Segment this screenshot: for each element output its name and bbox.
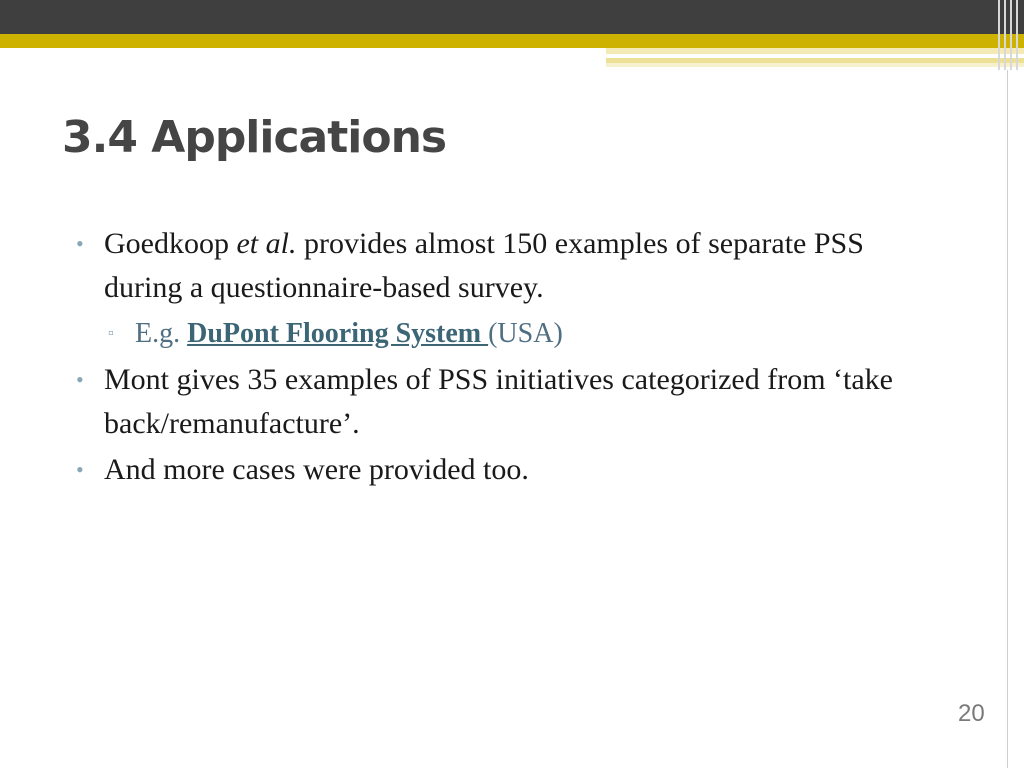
bullet-text: Mont gives 35 examples of PSS initiatives categorized from ‘take back/remanufacture’. <box>104 363 893 440</box>
page-number: 20 <box>958 700 985 727</box>
bullet-dot-icon: • <box>76 367 84 392</box>
bullet-text: And more cases were provided too. <box>104 453 529 486</box>
right-border-line <box>1007 70 1008 768</box>
header-accent-stripe <box>606 63 1024 67</box>
bullet-text-part: provides almost 150 examples of separate PSS during a questionnaire-based survey. <box>104 227 864 304</box>
header-dark-bar <box>0 0 1024 34</box>
bullet-text-italic: et al. <box>236 227 297 260</box>
dupont-link[interactable]: DuPont Flooring System <box>187 318 489 349</box>
sub-bullet-item <box>76 312 936 356</box>
bullet-item <box>76 448 936 492</box>
bullet-text-part: Goedkoop <box>104 227 237 260</box>
slide-title: 3.4 Applications <box>62 112 447 163</box>
bullet-list <box>76 222 936 494</box>
bullet-dot-icon: • <box>76 231 84 256</box>
sub-bullet-suffix: (USA) <box>488 318 563 349</box>
bullet-item <box>76 358 936 446</box>
header-gold-bar <box>0 34 1024 48</box>
sub-bullet-prefix: E.g. <box>135 318 188 349</box>
square-bullet-icon: ▫ <box>108 325 114 342</box>
bullet-item <box>76 222 936 310</box>
bullet-dot-icon: • <box>76 457 84 482</box>
header-vertical-stripes <box>994 0 1024 70</box>
